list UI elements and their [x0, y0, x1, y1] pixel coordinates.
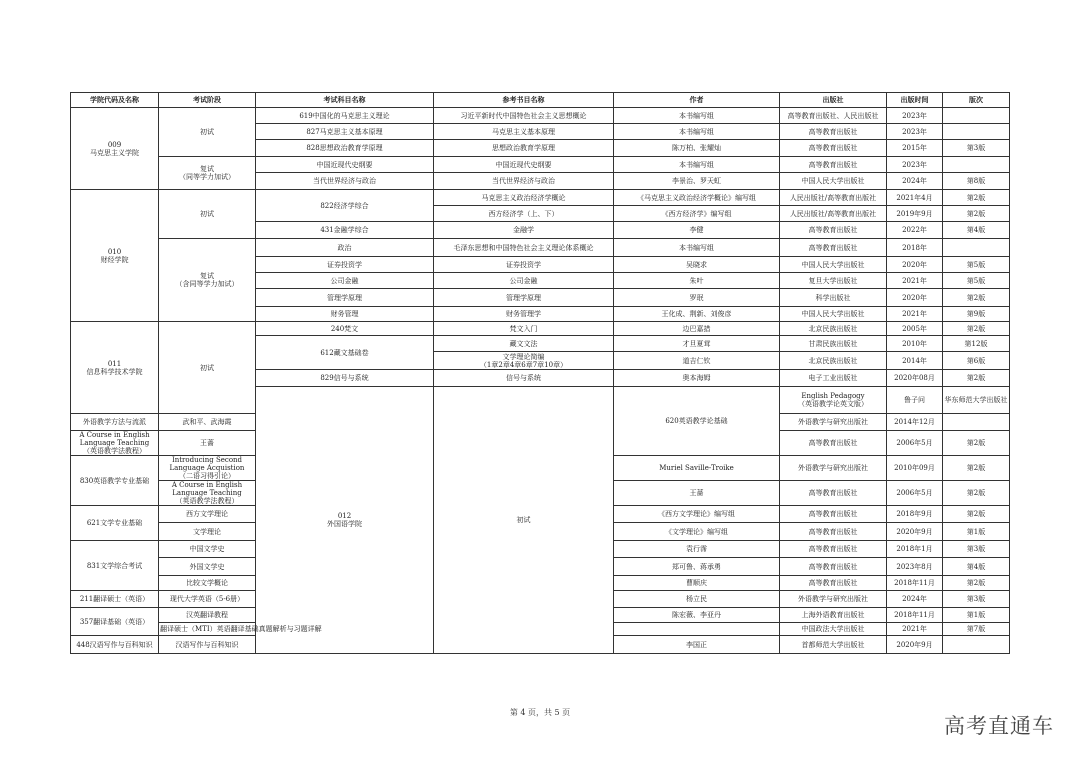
table-cell: 2018年11月	[887, 608, 943, 623]
table-cell: 甘肃民族出版社	[780, 336, 887, 352]
table-cell: 211翻译硕士（英语）	[71, 591, 159, 608]
table-cell: 第1版	[943, 523, 1010, 541]
table-cell: 第2版	[943, 289, 1010, 307]
table-cell: 2023年	[887, 124, 943, 140]
table-cell: 高等教育出版社	[780, 523, 887, 541]
table-cell: 信号与系统	[434, 370, 614, 387]
table-cell: 第6版	[943, 352, 1010, 370]
table-cell: 高等教育出版社	[780, 157, 887, 173]
book-list-table	[70, 92, 1010, 654]
table-cell: 李景治、罗天虹	[614, 173, 780, 190]
table-cell: 中国近现代史纲要	[434, 157, 614, 173]
table-cell: 财务管理学	[434, 307, 614, 322]
table-cell: 620英语教学论基础	[614, 387, 780, 456]
table-row	[71, 108, 1010, 124]
table-cell: 毛泽东思想和中国特色社会主义理论体系概论	[434, 239, 614, 257]
table-cell: Introducing Second Language Acquistion （二语习得引论）	[159, 456, 256, 481]
table-cell: 612藏文基础卷	[256, 336, 434, 370]
table-cell: 现代大学英语（5-6册）	[159, 591, 256, 608]
table-cell: 2020年9月	[887, 636, 943, 654]
table-cell: 第2版	[943, 456, 1010, 481]
table-cell: 北京民族出版社	[780, 322, 887, 336]
table-cell: 中国近现代史纲要	[256, 157, 434, 173]
table-cell: 第1版	[943, 608, 1010, 623]
table-cell: 第12版	[943, 336, 1010, 352]
table-cell: 012 外国语学院	[256, 387, 434, 654]
page-footer: 第 4 页，共 5 页	[509, 708, 571, 717]
col-header-date: 出版时间	[887, 93, 943, 108]
table-cell: 高等教育出版社、人民出版社	[780, 108, 887, 124]
table-header-row	[71, 93, 1010, 108]
table-cell: 2021年	[887, 307, 943, 322]
table-cell: 2006年5月	[887, 481, 943, 506]
table-row	[71, 157, 1010, 173]
table-cell: 华东师范大学出版社	[943, 387, 1010, 414]
table-cell: 复试 （含同等学力加试）	[159, 239, 256, 322]
table-cell: 人民出版社/高等教育出版社	[780, 190, 887, 206]
table-cell: 陈万柏、张耀灿	[614, 140, 780, 157]
table-cell: 复试 （同等学力加试）	[159, 157, 256, 190]
table-cell: 习近平新时代中国特色社会主义思想概论	[434, 108, 614, 124]
table-cell: 2005年	[887, 322, 943, 336]
table-cell: 思想政治教育学原理	[434, 140, 614, 157]
table-cell: 621文学专业基础	[71, 506, 159, 541]
table-cell: 证券投资学	[256, 257, 434, 273]
table-cell: 初试	[159, 322, 256, 414]
table-cell: 822经济学综合	[256, 190, 434, 222]
table-cell: 武和平、武海霞	[159, 414, 256, 431]
table-cell: 比较文学概论	[159, 576, 256, 591]
table-cell: English Pedagogy （英语教学论英文版）	[780, 387, 887, 414]
table-cell: 2010年09月	[887, 456, 943, 481]
col-header-subject: 考试科目名称	[256, 93, 434, 108]
table-cell: 010 财经学院	[71, 190, 159, 322]
table-cell: 汉英翻译教程	[159, 608, 256, 623]
table-cell: 管理学原理	[256, 289, 434, 307]
table-cell: 2020年9月	[887, 523, 943, 541]
table-cell: 初试	[434, 387, 614, 654]
table-cell: 马克思主义基本原理	[434, 124, 614, 140]
table-cell	[943, 414, 1010, 431]
table-cell: 2018年11月	[887, 576, 943, 591]
table-cell: 电子工业出版社	[780, 370, 887, 387]
table-cell: 本书编写组	[614, 124, 780, 140]
table-cell: 奥本海姆	[614, 370, 780, 387]
table-cell: 科学出版社	[780, 289, 887, 307]
table-cell: 金融学	[434, 222, 614, 239]
table-cell: 外国文学史	[159, 558, 256, 576]
table-cell: 2021年	[887, 273, 943, 289]
table-cell: Muriel Saville-Troike	[614, 456, 780, 481]
table-cell: 2018年1月	[887, 541, 943, 558]
table-cell: 第3版	[943, 591, 1010, 608]
table-cell: 448汉语写作与百科知识	[71, 636, 159, 654]
col-header-author: 作者	[614, 93, 780, 108]
table-cell: 政治	[256, 239, 434, 257]
table-cell: 高等教育出版社	[780, 541, 887, 558]
col-header-stage: 考试阶段	[159, 93, 256, 108]
table-cell: 第7版	[943, 623, 1010, 636]
table-cell: 北京民族出版社	[780, 352, 887, 370]
table-cell: 第4版	[943, 222, 1010, 239]
table-cell: 827马克思主义基本原理	[256, 124, 434, 140]
table-cell: 才旦夏茸	[614, 336, 780, 352]
table-cell: 第2版	[943, 206, 1010, 222]
table-cell: A Course in English Language Teaching （英语教学法教程）	[159, 481, 256, 506]
table-cell: 2020年08月	[887, 370, 943, 387]
table-cell: 第8版	[943, 173, 1010, 190]
table-cell: 鲁子问	[887, 387, 943, 414]
table-cell: A Course in English Language Teaching （英语教学法教程）	[71, 431, 159, 456]
table-row	[71, 322, 1010, 336]
table-cell: 831文学综合考试	[71, 541, 159, 591]
table-cell: 上海外语教育出版社	[780, 608, 887, 623]
table-cell: 高等教育出版社	[780, 576, 887, 591]
table-cell: 杨立民	[614, 591, 780, 608]
table-cell: 高等教育出版社	[780, 558, 887, 576]
table-cell: 外语教学与研究出版社	[780, 591, 887, 608]
table-cell	[943, 124, 1010, 140]
table-cell: 李国正	[614, 636, 780, 654]
table-cell: 王蔷	[159, 431, 256, 456]
table-cell: 第2版	[943, 322, 1010, 336]
table-cell: 藏文文法	[434, 336, 614, 352]
table-cell: 第5版	[943, 273, 1010, 289]
table-cell: 翻译硕士（MTI）英语翻译基础真题解析与习题详解	[159, 623, 256, 636]
table-cell: 本书编写组	[614, 239, 780, 257]
table-cell: 高等教育出版社	[780, 481, 887, 506]
table-cell: 曹顺庆	[614, 576, 780, 591]
table-cell: 王化成、荆新、刘俊彦	[614, 307, 780, 322]
table-cell: 道吉仁钦	[614, 352, 780, 370]
table-cell: 高等教育出版社	[780, 506, 887, 523]
table-cell: 袁行霈	[614, 541, 780, 558]
table-cell: 汉语写作与百科知识	[159, 636, 256, 654]
table-cell: 第4版	[943, 558, 1010, 576]
table-cell: 2014年	[887, 352, 943, 370]
table-cell: 第2版	[943, 481, 1010, 506]
table-cell: 复旦大学出版社	[780, 273, 887, 289]
table-cell: 中国政法大学出版社	[780, 623, 887, 636]
table-cell: 高等教育出版社	[780, 239, 887, 257]
table-cell: 高等教育出版社	[780, 124, 887, 140]
table-cell: 2014年12月	[887, 414, 943, 431]
table-cell: 第2版	[943, 190, 1010, 206]
table-cell: 文学理论简编 （1章2章4章6章7章10章）	[434, 352, 614, 370]
table-cell: 2024年	[887, 591, 943, 608]
table-cell: 外语教学方法与流派	[71, 414, 159, 431]
table-cell: 高等教育出版社	[780, 140, 887, 157]
table-cell: 马克思主义政治经济学概论	[434, 190, 614, 206]
table-cell: 第5版	[943, 257, 1010, 273]
table-cell: 王蔷	[614, 481, 780, 506]
table-cell: 中国人民大学出版社	[780, 173, 887, 190]
table-cell: 2019年9月	[887, 206, 943, 222]
table-cell: 2023年	[887, 157, 943, 173]
table-cell	[614, 623, 780, 636]
table-cell: 梵文入门	[434, 322, 614, 336]
table-row	[71, 239, 1010, 257]
table-cell: 2020年	[887, 257, 943, 273]
table-cell: 吴晓求	[614, 257, 780, 273]
table-cell: 2023年	[887, 108, 943, 124]
table-cell: 公司金融	[434, 273, 614, 289]
table-cell: 619中国化的马克思主义理论	[256, 108, 434, 124]
table-cell: 第2版	[943, 431, 1010, 456]
table-cell: 第2版	[943, 506, 1010, 523]
table-cell: 外语教学与研究出版社	[780, 456, 887, 481]
col-header-edition: 版次	[943, 93, 1010, 108]
table-row	[71, 190, 1010, 206]
table-cell: 中国文学史	[159, 541, 256, 558]
table-cell: 2010年	[887, 336, 943, 352]
table-cell	[943, 239, 1010, 257]
table-cell: 边巴嘉措	[614, 322, 780, 336]
table-cell: 当代世界经济与政治	[256, 173, 434, 190]
table-cell: 2020年	[887, 289, 943, 307]
table-cell: 2018年9月	[887, 506, 943, 523]
table-cell: 初试	[159, 108, 256, 157]
table-cell: 2022年	[887, 222, 943, 239]
table-cell: 李健	[614, 222, 780, 239]
table-cell: 2006年5月	[887, 431, 943, 456]
table-cell: 《马克思主义政治经济学概论》编写组	[614, 190, 780, 206]
table-cell: 当代世界经济与政治	[434, 173, 614, 190]
table-cell: 人民出版社/高等教育出版社	[780, 206, 887, 222]
table-cell: 管理学原理	[434, 289, 614, 307]
table-cell: 2018年	[887, 239, 943, 257]
table-cell: 828思想政治教育学原理	[256, 140, 434, 157]
table-cell: 829信号与系统	[256, 370, 434, 387]
table-cell: 2021年4月	[887, 190, 943, 206]
table-cell: 《文学理论》编写组	[614, 523, 780, 541]
table-cell: 《西方经济学》编写组	[614, 206, 780, 222]
table-cell	[943, 157, 1010, 173]
table-cell: 011 信息科学技术学院	[71, 322, 159, 414]
table-cell: 357翻译基础（英语）	[71, 608, 159, 636]
table-cell: 第9版	[943, 307, 1010, 322]
table-cell: 公司金融	[256, 273, 434, 289]
table-cell: 郑可鲁、蒋承勇	[614, 558, 780, 576]
table-cell: 证券投资学	[434, 257, 614, 273]
table-cell	[943, 636, 1010, 654]
table-cell: 罗珉	[614, 289, 780, 307]
col-header-book: 参考书目名称	[434, 93, 614, 108]
table-cell: 陈宏薇、李亚丹	[614, 608, 780, 623]
col-header-college: 学院代码及名称	[71, 93, 159, 108]
table-cell: 西方文学理论	[159, 506, 256, 523]
table-cell: 第3版	[943, 541, 1010, 558]
watermark-logo: 高考直通车	[944, 714, 1054, 738]
table-cell: 431金融学综合	[256, 222, 434, 239]
table-cell: 首都师范大学出版社	[780, 636, 887, 654]
table-cell: 240梵文	[256, 322, 434, 336]
table-cell: 2015年	[887, 140, 943, 157]
table-cell: 《西方文学理论》编写组	[614, 506, 780, 523]
table-cell: 第2版	[943, 576, 1010, 591]
table-cell: 财务管理	[256, 307, 434, 322]
table-cell	[943, 108, 1010, 124]
table-cell: 本书编写组	[614, 108, 780, 124]
col-header-publisher: 出版社	[780, 93, 887, 108]
table-cell: 009 马克思主义学院	[71, 108, 159, 190]
table-cell: 2021年	[887, 623, 943, 636]
table-cell: 本书编写组	[614, 157, 780, 173]
table-cell: 830英语教学专业基础	[71, 456, 159, 506]
table-cell: 中国人民大学出版社	[780, 257, 887, 273]
table-cell: 高等教育出版社	[780, 431, 887, 456]
table-cell: 2023年8月	[887, 558, 943, 576]
table-cell: 朱叶	[614, 273, 780, 289]
table-cell: 2024年	[887, 173, 943, 190]
table-cell: 第3版	[943, 140, 1010, 157]
table-cell: 中国人民大学出版社	[780, 307, 887, 322]
table-cell: 外语教学与研究出版社	[780, 414, 887, 431]
table-cell: 高等教育出版社	[780, 222, 887, 239]
table-cell: 文学理论	[159, 523, 256, 541]
table-cell: 初试	[159, 190, 256, 239]
table-cell: 第2版	[943, 370, 1010, 387]
table-cell: 西方经济学（上、下）	[434, 206, 614, 222]
